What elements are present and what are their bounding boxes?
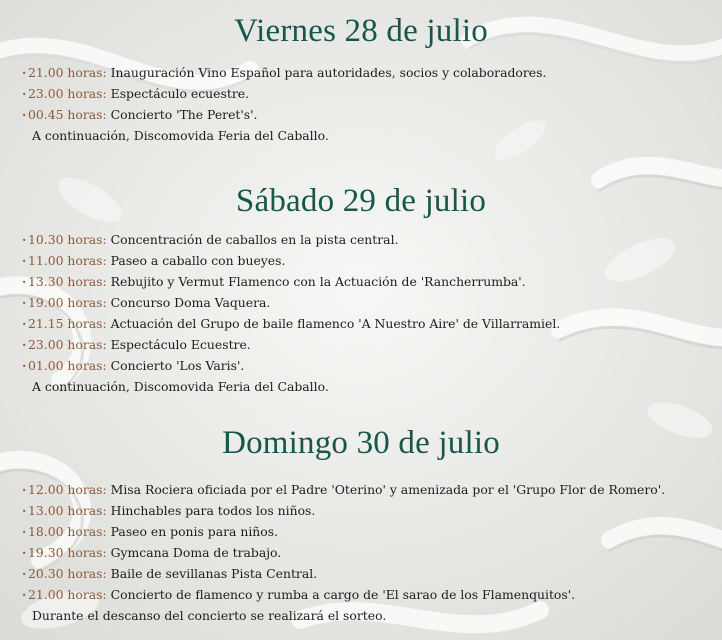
event-description: Espectáculo ecuestre. [110, 86, 250, 101]
bullet-icon: · [22, 503, 27, 518]
event-description: Hinchables para todos los niños. [110, 503, 316, 518]
schedule-note: A continuación, Discomovida Feria del Caballo. [32, 128, 329, 143]
event-description: Inauguración Vino Español para autoridades, socios y colaboradores. [110, 65, 547, 80]
bullet-icon: · [22, 232, 27, 247]
bullet-icon: · [22, 545, 27, 560]
bullet-icon: · [22, 587, 27, 602]
schedule-item [22, 584, 712, 605]
event-time: 18.00 horas: [28, 524, 107, 539]
bullet-icon: · [22, 316, 27, 331]
event-description: Espectáculo Ecuestre. [110, 337, 251, 352]
schedule-item [22, 355, 712, 376]
bullet-icon: · [22, 337, 27, 352]
event-time: 13.30 horas: [28, 274, 107, 289]
schedule-note: Durante el descanso del concierto se realizará el sorteo. [32, 608, 387, 623]
event-description: Paseo a caballo con bueyes. [110, 253, 286, 268]
day-title-viernes: Viernes 28 de julio [234, 13, 488, 49]
schedule-item [22, 292, 712, 313]
bullet-icon: · [22, 107, 27, 122]
schedule-item [22, 229, 712, 250]
event-description: Rebujito y Vermut Flamenco con la Actuación de 'Rancherrumba'. [110, 274, 526, 289]
event-time: 13.00 horas: [28, 503, 107, 518]
bullet-icon: · [22, 358, 27, 373]
event-description: Concierto 'The Peret's'. [110, 107, 258, 122]
event-time: 12.00 horas: [28, 482, 107, 497]
event-time: 01.00 horas: [28, 358, 107, 373]
bullet-icon: · [22, 482, 27, 497]
event-description: Concurso Doma Vaquera. [110, 295, 271, 310]
schedule-item [22, 479, 712, 500]
event-time: 19.00 horas: [28, 295, 107, 310]
schedule-item [22, 271, 712, 292]
bullet-icon: · [22, 274, 27, 289]
event-description: Concentración de caballos en la pista central. [110, 232, 399, 247]
schedule-list-sabado [22, 229, 712, 397]
event-time: 00.45 horas: [28, 107, 107, 122]
event-description: Baile de sevillanas Pista Central. [110, 566, 318, 581]
event-description: Misa Rociera oficiada por el Padre 'Oterino' y amenizada por el 'Grupo Flor de Romero'. [110, 482, 666, 497]
schedule-list-viernes [22, 62, 712, 146]
event-time: 23.00 horas: [28, 337, 107, 352]
schedule-item [22, 250, 712, 271]
schedule-item [22, 104, 712, 125]
schedule-item [22, 334, 712, 355]
day-title-domingo: Domingo 30 de julio [222, 425, 500, 461]
bullet-icon: · [22, 295, 27, 310]
bullet-icon: · [22, 65, 27, 80]
event-time: 23.00 horas: [28, 86, 107, 101]
schedule-item [22, 62, 712, 83]
schedule-list-domingo [22, 479, 712, 626]
event-description: Paseo en ponis para niños. [110, 524, 279, 539]
schedule-item [22, 500, 712, 521]
schedule-item [22, 313, 712, 334]
event-description: Concierto de flamenco y rumba a cargo de 'El sarao de los Flamenquitos'. [110, 587, 576, 602]
event-time: 11.00 horas: [28, 253, 107, 268]
event-time: 21.15 horas: [28, 316, 107, 331]
bullet-icon: · [22, 86, 27, 101]
event-time: 21.00 horas: [28, 65, 107, 80]
bullet-icon: · [22, 524, 27, 539]
event-description: Concierto 'Los Varis'. [110, 358, 245, 373]
schedule-note: A continuación, Discomovida Feria del Caballo. [32, 379, 329, 394]
event-time: 19.30 horas: [28, 545, 107, 560]
event-description: Gymcana Doma de trabajo. [110, 545, 282, 560]
event-time: 10.30 horas: [28, 232, 107, 247]
schedule-item [22, 83, 712, 104]
day-title-sabado: Sábado 29 de julio [235, 183, 487, 219]
schedule-item [22, 563, 712, 584]
event-time: 20.30 horas: [28, 566, 107, 581]
event-description: Actuación del Grupo de baile flamenco 'A Nuestro Aire' de Villarramiel. [110, 316, 561, 331]
schedule-item [22, 521, 712, 542]
bullet-icon: · [22, 566, 27, 581]
schedule-item [22, 542, 712, 563]
event-time: 21.00 horas: [28, 587, 107, 602]
bullet-icon: · [22, 253, 27, 268]
